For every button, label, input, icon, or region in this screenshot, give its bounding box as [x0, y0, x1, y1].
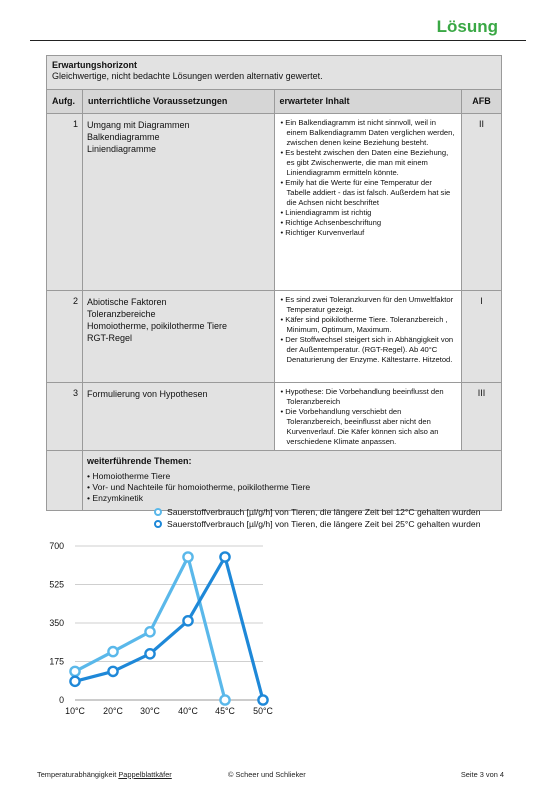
- expected-item: • Ein Balkendiagramm ist nicht sinnvoll, weil in einem Balkendiagramm Daten verglichen werden, zwischen denen keine Beziehung besteht.: [281, 118, 456, 148]
- prerequisites-cell: [82, 114, 274, 291]
- x-tick-label: 40°C: [178, 706, 198, 716]
- prerequisite-item: Formulierung von Hypothesen: [86, 389, 208, 399]
- y-tick-label: 350: [49, 618, 64, 628]
- oxygen-consumption-chart: [0, 500, 556, 730]
- y-tick-label: 0: [59, 695, 64, 705]
- expected-item: • Die Vorbehandlung verschiebt den Toleranzbereich, beeinflusst aber nicht den Kurvenverlauf. Die Käfer können sich also an verschiedene Klimate anpassen.: [281, 407, 456, 447]
- expected-item: • Liniendiagramm ist richtig: [281, 208, 456, 218]
- table-row: [47, 383, 502, 451]
- data-point: [220, 695, 229, 704]
- expected-item: • Richtige Achsenbeschriftung: [281, 218, 456, 228]
- data-point: [183, 552, 192, 561]
- x-tick-label: 10°C: [65, 706, 85, 716]
- data-point: [70, 667, 79, 676]
- afb-level: III: [462, 383, 502, 451]
- prerequisite-item: Liniendiagramme: [86, 144, 157, 154]
- table-row: [47, 291, 502, 383]
- topic-item: • Homoiotherme Tiere: [87, 471, 497, 482]
- header-divider: [30, 40, 526, 41]
- data-point: [70, 677, 79, 686]
- table-row: [47, 114, 502, 291]
- expected-item: • Es sind zwei Toleranzkurven für den Umweltfaktor Temperatur gezeigt.: [281, 295, 456, 315]
- horizon-cell: [47, 56, 502, 90]
- prerequisites-cell: [82, 291, 274, 383]
- topics-title: weiterführende Themen:: [86, 456, 192, 466]
- expected-item: • Emily hat die Werte für eine Temperatur der Tabelle addiert - das ist falsch. Außerdem hat sie die Achsen nicht beschriftet: [281, 178, 456, 208]
- expectation-table: [46, 55, 502, 511]
- data-point: [145, 649, 154, 658]
- topic-item: • Enzymkinetik: [87, 493, 497, 504]
- expected-item: • Hypothese: Die Vorbehandlung beeinflusst den Toleranzbereich: [281, 387, 456, 407]
- prerequisite-item: RGT-Regel: [86, 333, 132, 343]
- col-task: Aufg.: [47, 90, 83, 114]
- expected-cell: [274, 291, 462, 383]
- topic-item: • Vor- und Nachteile für homoiotherme, poikilotherme Tiere: [87, 482, 497, 493]
- col-afb: AFB: [462, 90, 502, 114]
- prerequisites-cell: [82, 383, 274, 451]
- footer-document-title: Temperaturabhängigkeit Pappelblattkäfer: [37, 770, 172, 779]
- data-point: [108, 667, 117, 676]
- footer-page-number: Seite 3 von 4: [460, 770, 504, 779]
- horizon-title: Erwartungshorizont: [52, 60, 137, 70]
- data-point: [258, 695, 267, 704]
- footer-copyright: © Scheer und Schlieker: [228, 770, 306, 779]
- legend-marker: [155, 521, 161, 527]
- y-tick-label: 525: [49, 579, 64, 590]
- afb-level: I: [462, 291, 502, 383]
- data-point: [183, 616, 192, 625]
- expected-item: • Es besteht zwischen den Daten eine Beziehung, es gibt Zwischenwerte, die man mit einem Liniendiagramm ermitteln könnte.: [281, 148, 456, 178]
- col-expected: erwarteter Inhalt: [274, 90, 462, 114]
- expected-cell: [274, 114, 462, 291]
- legend-label: Sauerstoffverbrauch [µl/g/h] von Tieren, die längere Zeit bei 12°C gehalten wurden: [167, 507, 481, 517]
- prerequisite-item: Toleranzbereiche: [86, 309, 156, 319]
- prerequisite-item: Abiotische Faktoren: [86, 297, 167, 307]
- afb-level: II: [462, 114, 502, 291]
- task-number: 1: [47, 114, 83, 291]
- series-line: [75, 557, 263, 700]
- data-point: [145, 627, 154, 636]
- legend-label: Sauerstoffverbrauch [µl/g/h] von Tieren, die längere Zeit bei 25°C gehalten wurden: [167, 519, 481, 529]
- x-tick-label: 30°C: [140, 706, 160, 716]
- expected-cell: [274, 383, 462, 451]
- prerequisite-item: Balkendiagramme: [86, 132, 160, 142]
- task-number: 2: [47, 291, 83, 383]
- expected-item: • Käfer sind poikilotherme Tiere. Toleranzbereich , Minimum, Optimum, Maximum.: [281, 315, 456, 335]
- task-number: 3: [47, 383, 83, 451]
- data-point: [108, 647, 117, 656]
- y-tick-label: 175: [49, 656, 64, 667]
- data-point: [220, 552, 229, 561]
- x-tick-label: 50°C: [253, 706, 273, 716]
- solution-title: Lösung: [436, 17, 498, 36]
- y-tick-label: 700: [49, 541, 64, 551]
- prerequisite-item: Homoiotherme, poikilotherme Tiere: [86, 321, 228, 331]
- x-tick-label: 20°C: [103, 706, 123, 716]
- prerequisite-item: Umgang mit Diagrammen: [86, 120, 190, 130]
- legend-marker: [155, 509, 161, 515]
- expected-item: • Der Stoffwechsel steigert sich in Abhängigkeit von der Außentemperatur. (RGT-Regel). Ab 40°C Denaturierung der Enzyme. Kältestarre. Hitzetod.: [281, 335, 456, 365]
- x-tick-label: 45°C: [215, 706, 235, 716]
- expected-item: • Richtiger Kurvenverlauf: [281, 228, 456, 238]
- col-prerequisites: unterrichtliche Voraussetzungen: [82, 90, 274, 114]
- horizon-note: Gleichwertige, nicht bedachte Lösungen werden alternativ gewertet.: [52, 71, 323, 81]
